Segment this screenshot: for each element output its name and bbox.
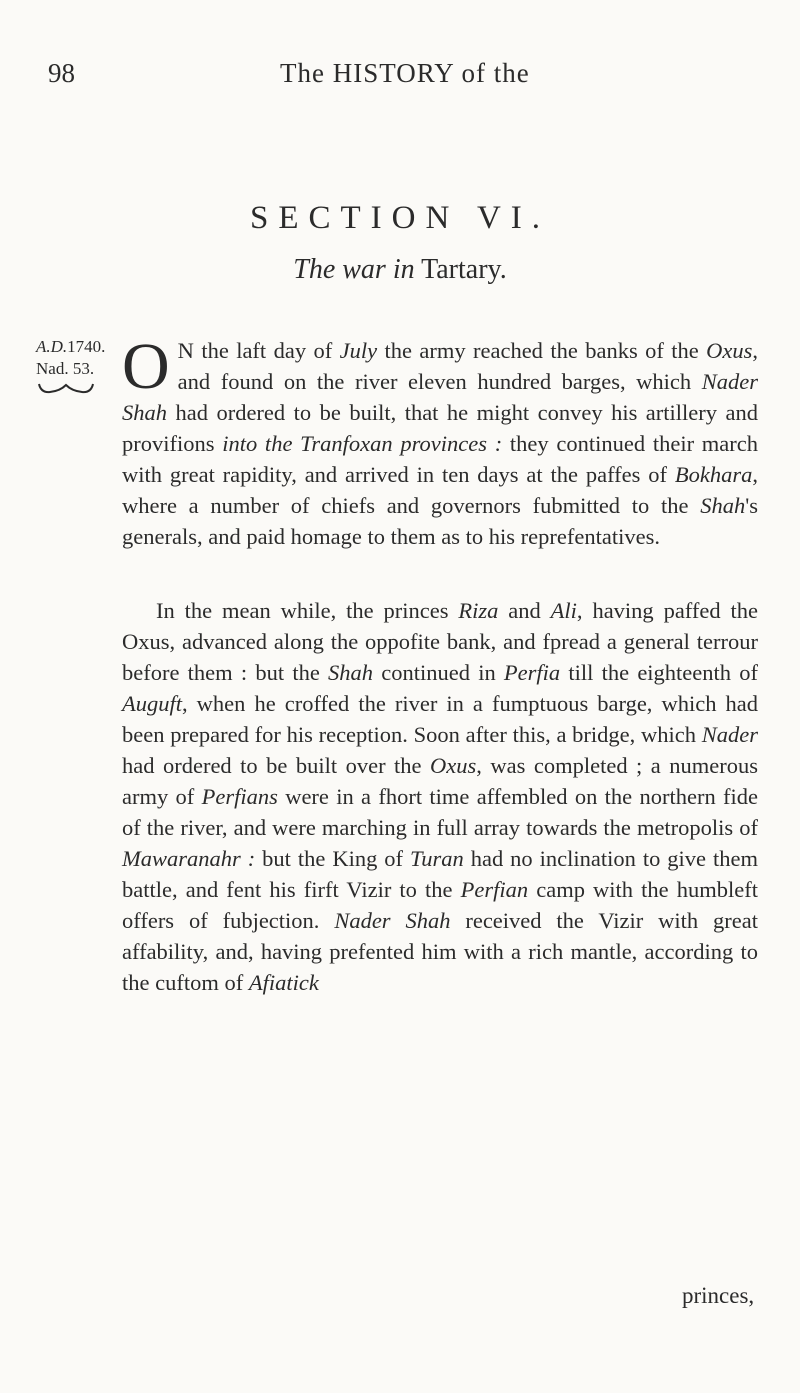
page-header bbox=[0, 58, 800, 98]
section-subtitle bbox=[0, 254, 800, 286]
running-head: The HISTORY of the bbox=[280, 58, 530, 88]
text-run: , when he croffed the river in a fumptuous barge, which had been prepared for his reception. Soon after this, a bridge, which bbox=[122, 691, 758, 747]
italic-run: Shah bbox=[328, 660, 374, 685]
text-run: received the Vizir with great affability, and, having prefented him with a rich mantle, according to the cuftom of bbox=[122, 908, 758, 995]
text-run: continued in bbox=[373, 660, 504, 685]
text-run: were in a fhort time affembled on the northern fide of the river, and were marching in full array towards the metropolis of bbox=[122, 784, 758, 840]
text-run: but the King of bbox=[255, 846, 410, 871]
paragraph-2 bbox=[122, 595, 758, 998]
text-run: till the eighteenth of bbox=[560, 660, 758, 685]
italic-run: Nader Shah bbox=[334, 908, 451, 933]
italic-run: Ali bbox=[550, 598, 577, 623]
italic-run: Oxus bbox=[430, 753, 477, 778]
italic-run: Riza bbox=[458, 598, 499, 623]
margin-date: A.D. bbox=[36, 337, 68, 356]
italic-run: Nader bbox=[701, 722, 758, 747]
text-run: 's generals, and paid homage to them as to his reprefentatives. bbox=[122, 493, 758, 549]
italic-run: Perfian bbox=[460, 877, 529, 902]
text-run: the army reached the banks of the bbox=[377, 338, 707, 363]
catchword: princes, bbox=[682, 1283, 755, 1308]
italic-run: July bbox=[339, 338, 378, 363]
italic-run: Turan bbox=[410, 846, 464, 871]
subtitle-italic: The war in bbox=[293, 254, 415, 285]
margin-note bbox=[36, 336, 116, 396]
italic-run: Perfians bbox=[201, 784, 278, 809]
italic-run: Oxus bbox=[706, 338, 753, 363]
italic-run: Afiatick bbox=[248, 970, 319, 995]
margin-reign: Nad. 53. bbox=[36, 359, 95, 378]
italic-run: Auguft bbox=[122, 691, 182, 716]
text-run: , and found on the river eleven hundred barges, which bbox=[177, 338, 759, 394]
drop-cap: O bbox=[122, 330, 170, 403]
text-run: , having paffed the Oxus, advanced along the oppofite bank, and fpread a general terrour before them : but the bbox=[122, 598, 758, 685]
italic-run: into the Tranfoxan provinces : bbox=[222, 431, 503, 456]
text-run: In the mean while, the princes bbox=[156, 598, 459, 623]
subtitle-roman: Tartary. bbox=[421, 254, 507, 285]
italic-run: Bokhara bbox=[674, 462, 753, 487]
italic-run: Perfia bbox=[503, 660, 561, 685]
text-run: had no inclination to give them battle, and fent his firft Vizir to the bbox=[122, 846, 758, 902]
italic-run: Nader Shah bbox=[122, 369, 758, 425]
italic-run: Shah bbox=[700, 493, 746, 518]
text-run: and bbox=[498, 598, 551, 623]
text-run: N the laft day of bbox=[177, 338, 340, 363]
margin-year: 1740. bbox=[67, 337, 106, 356]
page-number: 98 bbox=[48, 58, 75, 88]
section-title: SECTION VI. bbox=[249, 200, 551, 236]
text-run: had ordered to be built, that he might convey his artillery and provifions bbox=[122, 400, 758, 456]
text-run: camp with the humbleft offers of fubjection. bbox=[122, 877, 758, 933]
brace-ornament-icon bbox=[38, 382, 94, 396]
text-run: , where a number of chiefs and governors fubmitted to the bbox=[122, 462, 758, 518]
text-run: they continued their march with great rapidity, and arrived in ten days at the paffes of bbox=[122, 431, 758, 487]
paragraph-1 bbox=[122, 330, 759, 552]
italic-run: Mawaranahr : bbox=[122, 846, 256, 871]
text-run: had ordered to be built over the bbox=[122, 753, 431, 778]
text-run: , was completed ; a numerous army of bbox=[122, 753, 758, 809]
